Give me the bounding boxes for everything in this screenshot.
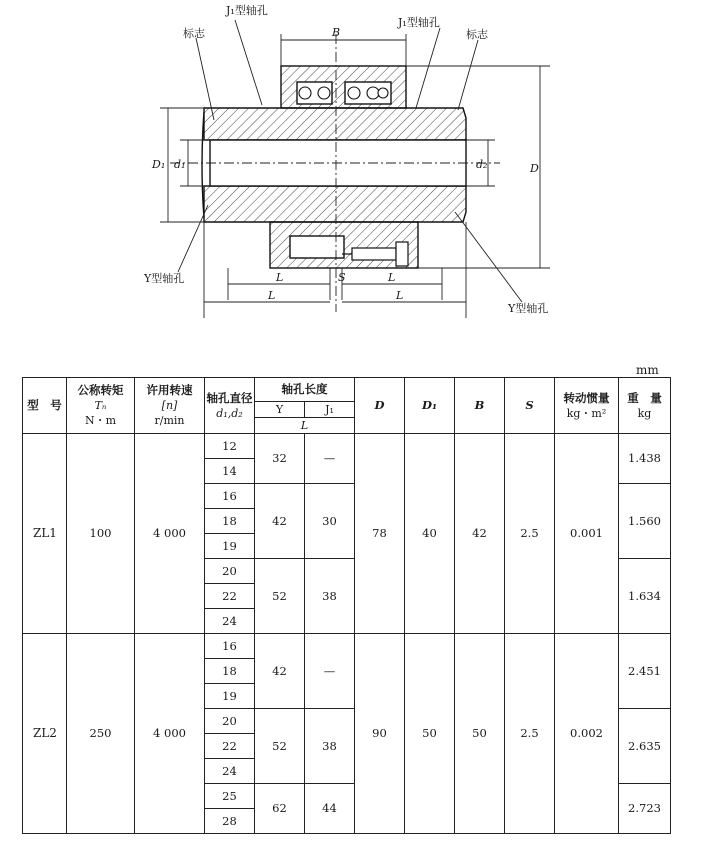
header-D: D [355,378,405,434]
header-weight-title: 重 量 [627,390,662,405]
cell-bore: 18 [205,509,255,534]
cell-bore: 19 [205,684,255,709]
dim-label-d2: d₂ [476,158,488,171]
cell-bore: 20 [205,709,255,734]
cell-weight: 2.635 [619,709,671,784]
cell-weight: 2.451 [619,634,671,709]
cell-torque: 100 [67,434,135,634]
dim-label-d1: d₁ [174,158,186,171]
cell-weight: 1.560 [619,484,671,559]
label-j1-right: J₁型轴孔 [398,16,440,29]
cell-bore: 19 [205,534,255,559]
header-speed [135,378,205,434]
cell-length-j1: 38 [305,709,355,784]
cell-length-y: 42 [255,484,305,559]
header-length-j1: J₁ [305,402,355,418]
header-torque-symbol: Tₙ [94,399,107,412]
header-length-L: L [255,418,355,434]
cell-bore: 28 [205,809,255,834]
cell-length-y: 52 [255,709,305,784]
dim-label-D1: D₁ [152,158,166,171]
cell-bore: 22 [205,734,255,759]
header-torque-unit: N・m [84,414,117,427]
header-torque [67,378,135,434]
label-mark-left: 标志 [183,27,205,40]
header-inertia [555,378,619,434]
cell-length-j1: — [305,634,355,709]
cell-weight: 1.438 [619,434,671,484]
cell-torque: 250 [67,634,135,834]
header-torque-title: 公称转矩 [77,383,124,397]
cell-speed: 4 000 [135,634,205,834]
header-inertia-title: 转动惯量 [563,390,610,405]
cell-bore: 16 [205,634,255,659]
cell-bore: 18 [205,659,255,684]
header-length-y: Y [255,402,305,418]
header-speed-title: 许用转速 [146,383,193,397]
dim-label-S: S [338,271,346,284]
header-S: S [505,378,555,434]
header-inertia-unit: kg・m² [566,406,607,420]
cell-bore: 20 [205,559,255,584]
cell-S: 2.5 [505,434,555,634]
cell-bore: 14 [205,459,255,484]
cell-D: 78 [355,434,405,634]
label-mark-right: 标志 [466,28,488,41]
cell-bore: 24 [205,759,255,784]
dim-label-L-left-outer: L [268,289,276,302]
cell-bore: 24 [205,609,255,634]
cell-length-j1: — [305,434,355,484]
cell-length-j1: 44 [305,784,355,834]
cell-D1: 40 [405,434,455,634]
dim-label-L-right-outer: L [396,289,404,302]
unit-label: mm [636,363,659,377]
header-D1: D₁ [405,378,455,434]
label-y-left: Y型轴孔 [144,272,185,285]
cell-speed: 4 000 [135,434,205,634]
label-j1-left: J₁型轴孔 [226,4,268,17]
header-weight-unit: kg [637,406,652,420]
coupling-section [202,66,466,268]
spec-table [22,377,671,834]
cell-weight: 2.723 [619,784,671,834]
cell-weight: 1.634 [619,559,671,634]
coupling-drawing [0,0,711,335]
cell-B: 42 [455,434,505,634]
cell-length-y: 32 [255,434,305,484]
cell-length-j1: 38 [305,559,355,634]
header-B: B [455,378,505,434]
cell-model: ZL1 [23,434,67,634]
cell-B: 50 [455,634,505,834]
cell-D: 90 [355,634,405,834]
header-bore-title: 轴孔直径 [206,390,253,405]
dim-label-L-left-inner: L [276,271,284,284]
header-speed-unit: r/min [154,414,185,427]
cell-bore: 25 [205,784,255,809]
cell-length-y: 62 [255,784,305,834]
header-bore [205,378,255,434]
cell-inertia: 0.001 [555,434,619,634]
dim-label-D: D [530,162,539,175]
cell-length-y: 52 [255,559,305,634]
cell-bore: 16 [205,484,255,509]
header-model: 型 号 [23,378,67,434]
cell-model: ZL2 [23,634,67,834]
dim-label-B: B [332,26,341,39]
header-bore-symbol: d₁,d₂ [216,406,243,420]
dim-label-L-right-inner: L [388,271,396,284]
cell-bore: 22 [205,584,255,609]
header-length: 轴孔长度 [255,378,355,402]
cell-inertia: 0.002 [555,634,619,834]
header-weight [619,378,671,434]
cell-length-j1: 30 [305,484,355,559]
cell-bore: 12 [205,434,255,459]
cell-D1: 50 [405,634,455,834]
cell-S: 2.5 [505,634,555,834]
label-y-right: Y型轴孔 [508,302,549,315]
header-speed-symbol: [n] [161,399,178,412]
cell-length-y: 42 [255,634,305,709]
